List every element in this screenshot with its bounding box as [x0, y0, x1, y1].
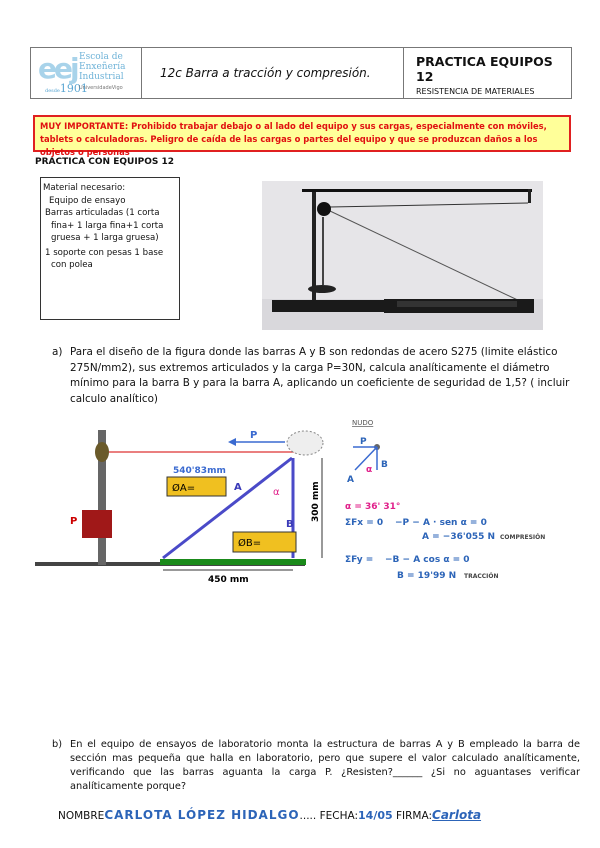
height-dimension: 300 mm [311, 481, 321, 522]
warning-text: Prohibido trabajar debajo o al lado del equipo y sus cargas, especialmente con móviles, tablets o calculadoras. Peligro de caída de las cargas o partes del equipo y que se produzcan daños a los objetos o personas [40, 121, 547, 157]
a-value: A = −36'055 N [422, 532, 496, 542]
subject: RESISTENCIA DE MATERIALES [416, 87, 535, 96]
diameter-b-field: ØB= [238, 538, 262, 549]
load-label: P [70, 516, 78, 527]
question-a [52, 345, 580, 407]
load-weight [82, 510, 112, 538]
date-label: FECHA: [319, 810, 359, 822]
safety-warning [33, 115, 571, 157]
force-p-label: P [250, 430, 258, 441]
logo-line: Escola de [79, 52, 123, 62]
logo-year: 1901 [59, 82, 88, 95]
alpha-label: α [273, 487, 280, 498]
material-item: 1 soporte con pesas 1 base con polea [45, 247, 164, 270]
question-a-text: Para el diseño de la figura donde las barras A y B son redondas de acero S275 (limite elástico 275N/mm2), sus extremos articulados y la carga P=30N, calcula analíticamente el diámetro mínimo para la barra B y para la barra A, aplicando un coeficiente de seguridad de 1,5? ( incluir calculo analítico) [70, 346, 570, 405]
bar-b-label: B [286, 519, 294, 530]
question-b-marker: b) [52, 739, 63, 750]
fbd-p: P [360, 437, 367, 447]
structure-diagram [0, 410, 600, 595]
signature-value: Carlota [432, 808, 482, 822]
length-annotation: 540'83mm [173, 466, 226, 476]
material-item: Equipo de ensayo [49, 195, 126, 206]
fbd-alpha: α [366, 465, 373, 475]
equipment-photo [262, 181, 543, 330]
logo-mark: eej [38, 52, 77, 85]
logo-desde: desde [45, 88, 60, 94]
materials-box [40, 177, 180, 320]
sum-fy-eq: −B − A cos α = 0 [385, 555, 470, 565]
bar-a-label: A [234, 482, 242, 493]
compression-note: COMPRESIÓN [500, 534, 546, 541]
school-logo [31, 48, 142, 98]
header-table [30, 47, 572, 99]
question-b-text: En el equipo de ensayos de laboratorio monta la estructura de barras A y B empleado la barra de sección mas pequeña que halla en laboratorio, pero que supere el valor calculado analíticamente, verificando que las barras aguanta la carga P. ¿Resisten?______ ¿Si no aguantases verificar analíticamente porque? [70, 739, 580, 792]
date-value: 14/05 [358, 809, 393, 822]
practice-title: PRACTICA EQUIPOS 12 [416, 54, 553, 84]
node-label: NUDO [352, 419, 374, 427]
b-value: B = 19'99 N [397, 571, 457, 581]
question-a-marker: a) [52, 346, 63, 358]
materials-heading: Material necesario: [43, 183, 126, 193]
sum-fy: ΣFy = [345, 555, 374, 565]
fbd-b: B [381, 460, 388, 470]
section-title: PRACTICA CON EQUIPOS 12 [35, 157, 175, 167]
fbd-a: A [347, 475, 354, 485]
question-b [52, 738, 580, 794]
logo-line: Enxeñería [79, 62, 126, 72]
signature-label: FIRMA: [396, 810, 433, 822]
width-dimension: 450 mm [208, 575, 249, 585]
equipment-photo-drawing [262, 181, 543, 330]
logo-university: UniversidadeVigo [79, 85, 123, 91]
signature-line: NOMBRECARLOTA LÓPEZ HIDALGO..... FECHA:14/05 FIRMA:Carlota [58, 808, 482, 822]
logo-line: Industrial [79, 72, 124, 82]
name-value: CARLOTA LÓPEZ HIDALGO [104, 808, 300, 822]
doc-title: 12c Barra a tracción y compresión. [142, 48, 404, 98]
name-label: NOMBRE [58, 810, 105, 822]
traction-note: TRACCIÓN [464, 573, 499, 580]
sum-fx: ΣFx = 0 [345, 518, 384, 528]
warning-label: MUY IMPORTANTE: [40, 121, 129, 131]
sum-fx-eq: −P − A · sen α = 0 [395, 518, 487, 528]
material-item: Barras articuladas (1 corta fina+ 1 larga fina+1 corta gruesa + 1 larga gruesa) [45, 208, 164, 243]
diameter-a-field: ØA= [172, 483, 196, 494]
alpha-value: α = 36' 31° [345, 502, 401, 512]
